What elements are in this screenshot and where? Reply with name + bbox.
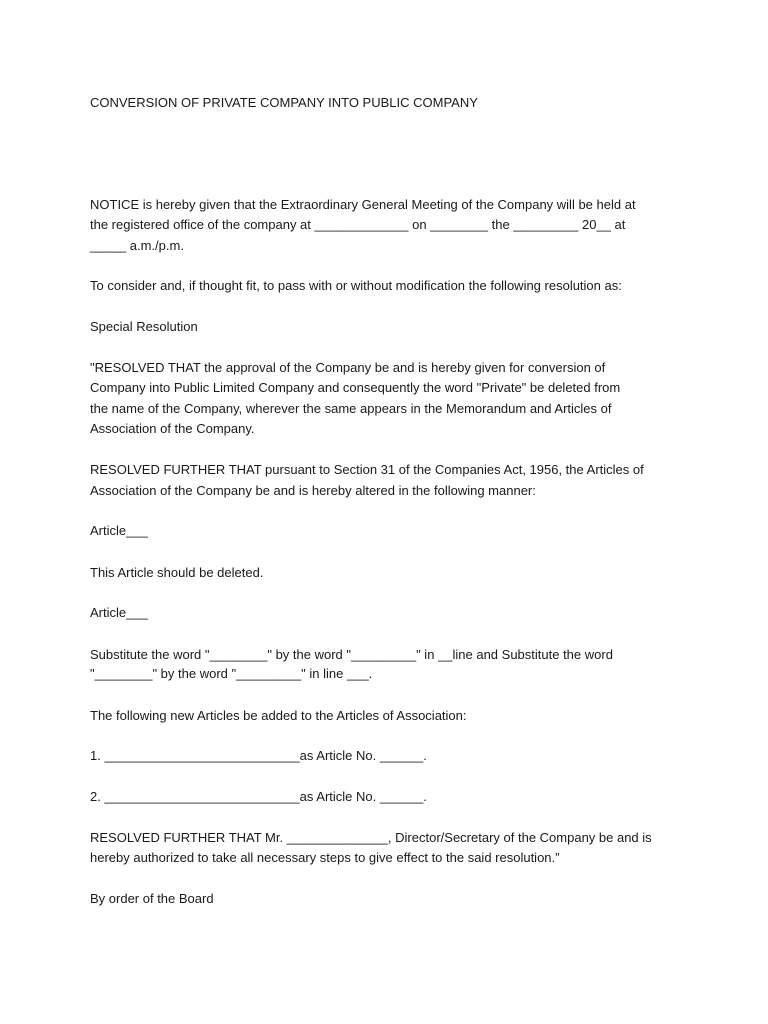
resolved-1-line-1: "RESOLVED THAT the approval of the Company be and is hereby given for conversion of [90, 360, 606, 375]
article-heading-1: Article___ [90, 523, 148, 538]
article-heading-2: Article___ [90, 605, 148, 620]
notice-line-1: NOTICE is hereby given that the Extraordinary General Meeting of the Company will be held at [90, 197, 636, 212]
notice-line-2: the registered office of the company at _____________ on ________ the _________ 20__ at [90, 217, 626, 232]
consider-paragraph: To consider and, if thought fit, to pass with or without modification the following resolution as: [90, 278, 622, 293]
delete-paragraph: This Article should be deleted. [90, 565, 264, 580]
notice-line-3: _____ a.m./p.m. [90, 238, 184, 253]
substitute-line-1: Substitute the word "________" by the word "_________" in __line and Substitute the word [90, 647, 613, 662]
resolved-1-line-3: the name of the Company, wherever the same appears in the Memorandum and Articles of [90, 401, 612, 416]
closing-line: By order of the Board [90, 891, 214, 906]
resolved-2-line-2: Association of the Company be and is hereby altered in the following manner: [90, 483, 536, 498]
resolved-1-line-2: Company into Public Limited Company and consequently the word "Private" be deleted from [90, 380, 621, 395]
resolved-1-line-4: Association of the Company. [90, 421, 255, 436]
new-articles-intro: The following new Articles be added to the Articles of Association: [90, 708, 467, 723]
resolved-3-line-1: RESOLVED FURTHER THAT Mr. ______________, Director/Secretary of the Company be and is [90, 830, 652, 845]
resolution-type: Special Resolution [90, 319, 198, 334]
resolved-2-line-1: RESOLVED FURTHER THAT pursuant to Section 31 of the Companies Act, 1956, the Articles of [90, 462, 644, 477]
resolved-3-line-2: hereby authorized to take all necessary steps to give effect to the said resolution.” [90, 850, 560, 865]
list-item-1: 1. ___________________________as Article No. ______. [90, 748, 427, 763]
document-title: CONVERSION OF PRIVATE COMPANY INTO PUBLIC COMPANY [90, 95, 478, 110]
substitute-line-2: "________" by the word "_________" in line ___. [90, 666, 373, 681]
list-item-2: 2. ___________________________as Article No. ______. [90, 789, 427, 804]
